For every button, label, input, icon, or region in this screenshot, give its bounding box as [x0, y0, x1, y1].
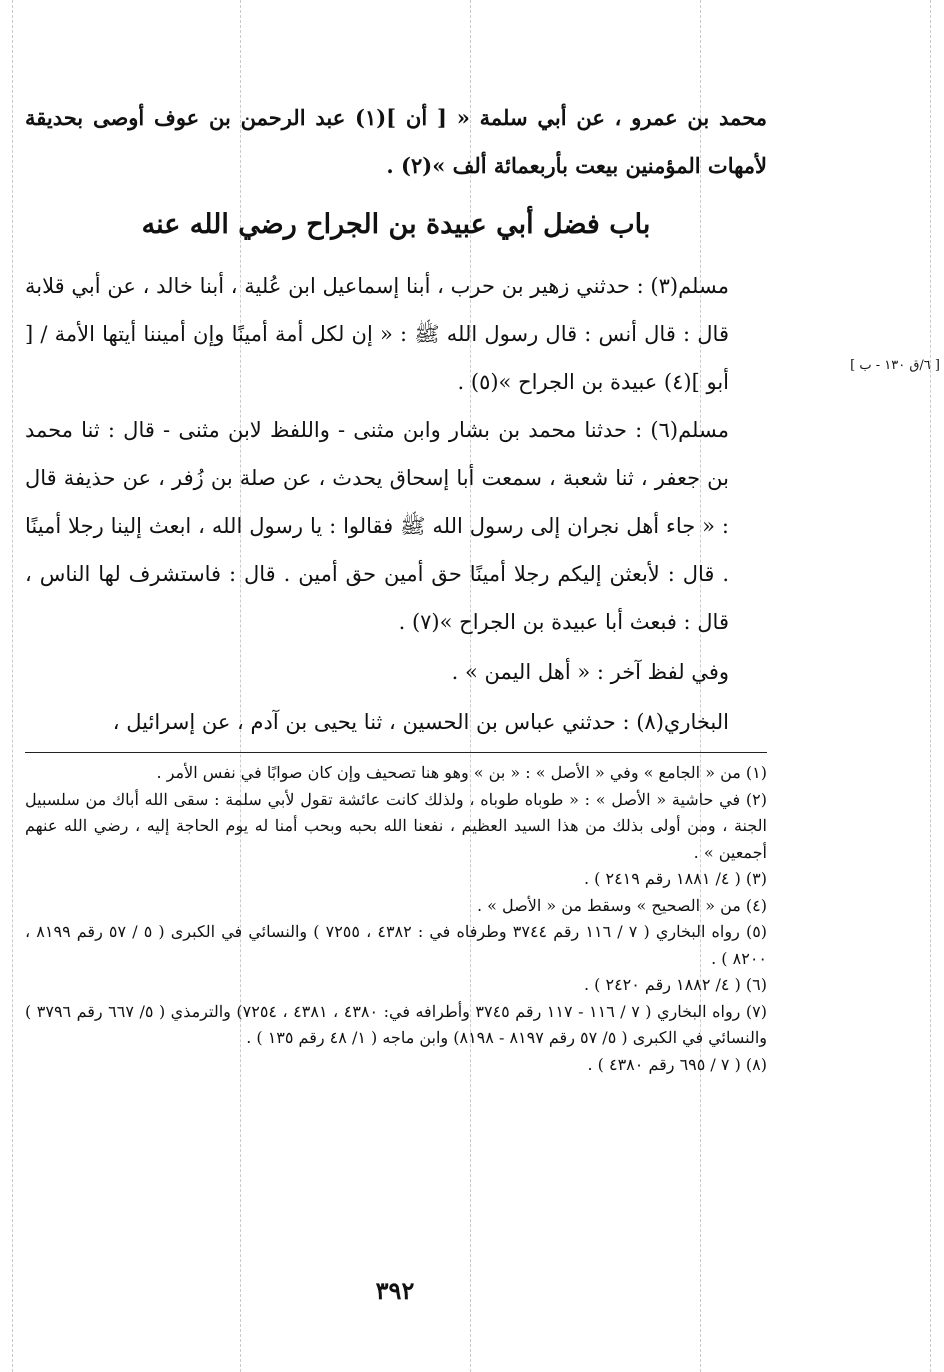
page-number: ٣٩٢ — [375, 1276, 415, 1305]
chapter-heading: باب فضل أبي عبيدة بن الجراح رضي الله عنه — [141, 209, 651, 240]
hadith-muslim-1: مسلم(٣) : حدثني زهير بن حرب ، أبنا إسماعيل ابن عُلية ، أبنا خالد ، عن أبي قلابة قال : قال أنس : قال رسول الله ﷺ : « إن لكل أمة أمينًا وإن أميننا أيتها الأمة / [ أبو ](٤) عبيدة بن الجراح »(٥) . — [25, 274, 729, 394]
opening-paragraph: محمد بن عمرو ، عن أبي سلمة « [ أن ](١) عبد الرحمن بن عوف أوصى بحديقة لأمهات المؤمنين بيعت بأربعمائة ألف »(٢) . — [25, 105, 768, 178]
scan-guide-line — [12, 0, 13, 1372]
footnote-separator — [25, 752, 767, 753]
footnote: (٨) ( ٧ / ٦٩٥ رقم ٤٣٨٠ ) . — [587, 1054, 767, 1074]
hadith-bukhari: البخاري(٨) : حدثني عباس بن الحسين ، ثنا يحيى بن آدم ، عن إسرائيل ، — [112, 710, 729, 734]
footnote: (٥) رواه البخاري ( ٧ / ١١٦ رقم ٣٧٤٤ وطرفاه في : ٤٣٨٢ ، ٧٢٥٥ ) والنسائي في الكبرى ( ٥ / ٥٧ رقم ٨١٩٩ ، ٨٢٠٠ ) . — [25, 922, 768, 968]
footnote: (٤) من « الصحيح » وسقط من « الأصل » . — [476, 895, 767, 915]
hadith-muslim-2: مسلم(٦) : حدثنا محمد بن بشار وابن مثنى - واللفظ لابن مثنى - قال : ثنا محمد بن جعفر ، ثنا شعبة ، سمعت أبا إسحاق يحدث ، عن صلة بن زُفر ، عن حذيفة قال : « جاء أهل نجران إلى رسول الله ﷺ فقالوا : يا رسول الله ، ابعث إلينا رجلا أمينًا . قال : لأبعثن إليكم رجلا أمينًا حق أمين حق أمين . قال : فاستشرف لها الناس ، قال : فبعث أبا عبيدة بن الجراح »(٧) . — [25, 418, 729, 634]
footnote: (٦) ( ٤/ ١٨٨٢ رقم ٢٤٢٠ ) . — [583, 975, 767, 994]
manuscript-folio-note: [ ٦/ق ١٣٠ - ب ] — [850, 358, 940, 373]
footnote: (٣) ( ٤/ ١٨٨١ رقم ٢٤١٩ ) . — [583, 869, 767, 888]
footnote: (٧) رواه البخاري ( ٧ / ١١٦ - ١١٧ رقم ٣٧٤٥ وأطرافه في: ٤٣٨٠ ، ٤٣٨١ ، ٧٢٥٤) والترمذي ( ٥/ ٦٦٧ رقم ٣٧٩٦ ) والنسائي في الكبرى ( ٥/ ٥٧ رقم ٨١٩٧ - ٨١٩٨) وابن ماجه ( ١/ ٤٨ رقم ١٣٥ ) . — [25, 1001, 768, 1047]
footnotes — [25, 760, 767, 1078]
other-wording: وفي لفظ آخر : « أهل اليمن » . — [451, 660, 729, 684]
scan-guide-line — [930, 0, 931, 1372]
footnote: (١) من « الجامع » وفي « الأصل » : « بن » وهو هنا تصحيف وإن كان صوابًا في نفس الأمر . — [156, 763, 767, 782]
footnote: (٢) في حاشية « الأصل » : « طوباه طوباه ، ولذلك كانت عائشة تقول لأبي سلمة : سقى الله أباك من سلسبيل الجنة ، ومن أولى بذلك من هذا السيد العظيم ، نفعنا الله بحبه وبحب أمنا له يوم الحاجة إليه ، رضي الله عنهم أجمعين » . — [25, 789, 768, 862]
